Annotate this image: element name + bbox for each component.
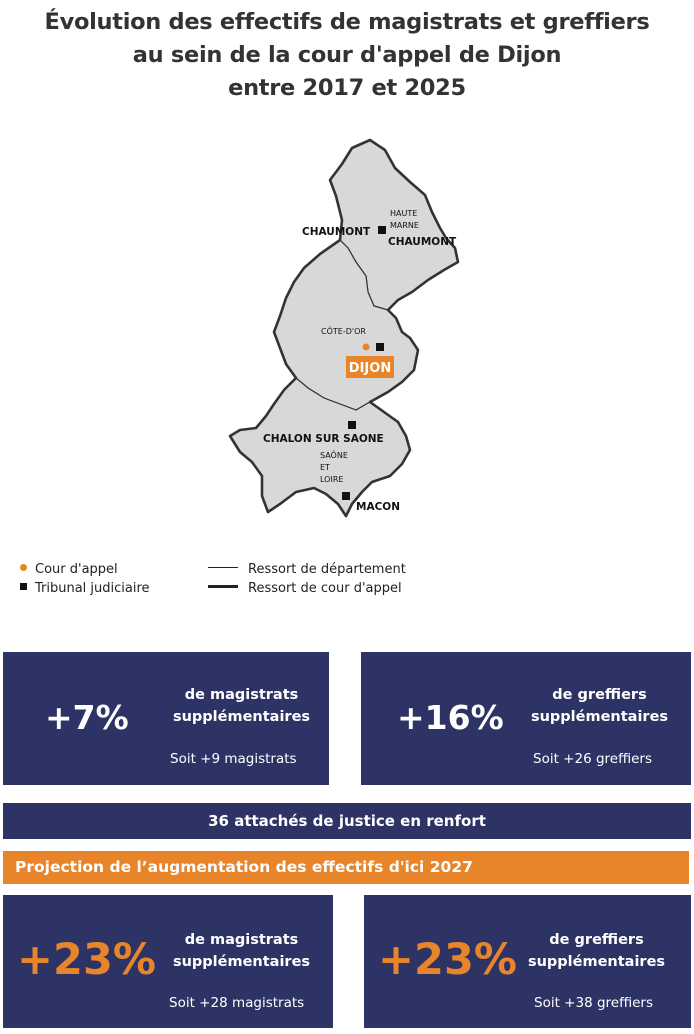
label-magistrats-2025: de magistrats supplémentaires bbox=[172, 687, 311, 725]
orange-dot-icon bbox=[20, 564, 27, 571]
map-label-haute: HAUTE bbox=[390, 209, 418, 218]
map-label-marne: MARNE bbox=[390, 221, 419, 230]
title-line-2: au sein de la cour d'appel de Dijon bbox=[132, 42, 562, 68]
sub-magistrats-2027: Soit +28 magistrats bbox=[169, 995, 305, 1011]
page-title bbox=[0, 6, 694, 105]
legend-cour-ressort bbox=[208, 581, 402, 596]
legend-tribunal bbox=[20, 581, 150, 596]
title-line-3: entre 2017 et 2025 bbox=[228, 75, 466, 101]
box-greffiers-2027 bbox=[364, 895, 691, 1028]
tribunal-dijon-marker bbox=[376, 343, 384, 351]
box-greffiers-2025 bbox=[361, 652, 691, 785]
map-label-loire: LOIRE bbox=[320, 475, 344, 484]
tribunal-chaumont-marker bbox=[378, 226, 386, 234]
legend-dept bbox=[208, 562, 406, 577]
sub-greffiers-2027: Soit +38 greffiers bbox=[534, 995, 654, 1011]
thick-line-icon bbox=[208, 585, 238, 588]
map-label-chalon: CHALON SUR SAONE bbox=[263, 433, 384, 445]
thin-line-icon bbox=[208, 567, 238, 568]
map-label-cote-dor: CÔTE-D'OR bbox=[321, 327, 366, 336]
map-label-saone: SAÔNE bbox=[320, 451, 348, 460]
pct-magistrats-2025: +7% bbox=[45, 698, 129, 737]
map-label-macon: MACON bbox=[356, 501, 400, 513]
cour-appel-dijon-marker bbox=[363, 344, 370, 351]
map-label-dijon: DIJON bbox=[348, 361, 392, 376]
label-greffiers-2025: de greffiers supplémentaires bbox=[530, 687, 669, 725]
tribunal-chalon-marker bbox=[348, 421, 356, 429]
map-label-chaumont-dept: CHAUMONT bbox=[388, 236, 457, 248]
map-label-et: ET bbox=[320, 463, 330, 472]
legend-cour-label: Cour d'appel bbox=[35, 562, 118, 577]
legend-tribunal-label: Tribunal judiciaire bbox=[35, 581, 150, 596]
region-map bbox=[0, 130, 694, 530]
legend-dept-label: Ressort de département bbox=[248, 562, 406, 577]
pct-greffiers-2027: +23% bbox=[378, 935, 517, 985]
label-magistrats-2027: de magistrats supplémentaires bbox=[172, 932, 311, 970]
dept-saone-et-loire bbox=[230, 378, 410, 516]
title-line-1: Évolution des effectifs de magistrats et greffiers bbox=[44, 9, 650, 35]
sub-magistrats-2025: Soit +9 magistrats bbox=[170, 751, 297, 767]
black-square-icon bbox=[20, 583, 27, 590]
legend-cour-ressort-label: Ressort de cour d'appel bbox=[248, 581, 402, 596]
projection-title: Projection de l’augmentation des effectifs d'ici 2027 bbox=[3, 851, 689, 884]
attaches-bar: 36 attachés de justice en renfort bbox=[3, 803, 691, 839]
pct-magistrats-2027: +23% bbox=[17, 935, 156, 985]
legend-cour bbox=[20, 562, 118, 577]
box-magistrats-2025 bbox=[3, 652, 329, 785]
sub-greffiers-2025: Soit +26 greffiers bbox=[533, 751, 653, 767]
map-label-chaumont-tj: CHAUMONT bbox=[302, 226, 371, 238]
box-magistrats-2027 bbox=[3, 895, 333, 1028]
label-greffiers-2027: de greffiers supplémentaires bbox=[527, 932, 666, 970]
tribunal-macon-marker bbox=[342, 492, 350, 500]
pct-greffiers-2025: +16% bbox=[397, 698, 504, 737]
